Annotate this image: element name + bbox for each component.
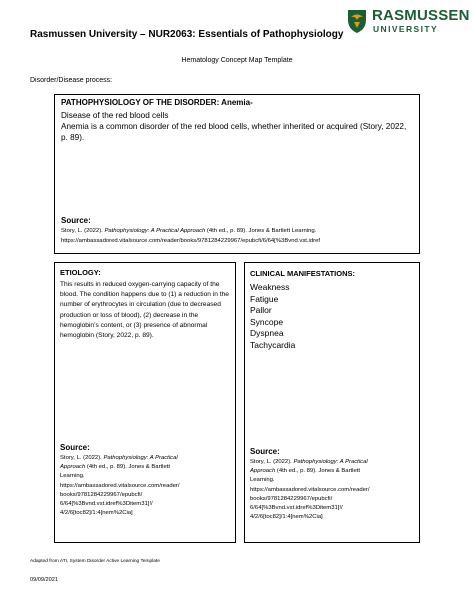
clinical-source-label: Source: [250, 447, 280, 456]
etiology-text: This results in reduced oxygen-carrying capacity of the blood. The condition happens due to (1) a reduction in the number of erythrocytes in circulation (due to decreased production or loss of blood), (2) decrease in the hemoglobin’s content, or (3) presence of abnormal hemoglobin (Story, 2022, p. 89). [60, 281, 229, 340]
pathophysiology-heading [61, 98, 253, 107]
manifestation-item: Weakness [250, 282, 290, 292]
etiology-heading: ETIOLOGY: [60, 268, 101, 277]
manifestation-item: Syncope [250, 316, 284, 327]
manifestation-list [250, 282, 295, 352]
citation-url[interactable]: 6/64[%3Bvnd.vst.idref%3Ditem31]!/ [250, 505, 343, 512]
pathophysiology-text [61, 110, 411, 144]
citation-title-cont: Approach [60, 464, 86, 471]
pathophysiology-line: Disease of the red blood cells [61, 111, 169, 120]
pathophysiology-source-url[interactable]: https://ambassadored.vitalsource.com/reader/books/9781284229967/epubcfi/6/64[%3Bvnd.vst.idref [61, 238, 321, 244]
citation-title-cont: Approach [250, 468, 276, 475]
citation-author: Story, L. (2022). [60, 455, 104, 461]
pathophysiology-box [54, 94, 420, 254]
citation-url[interactable]: books/9781284229967/epubcfi/ [250, 495, 333, 502]
university-logo [346, 6, 470, 38]
citation-author: Story, L. (2022). [61, 228, 105, 234]
pathophysiology-heading-label: PATHOPHYSIOLOGY OF THE DISORDER: [61, 98, 222, 107]
citation-url[interactable]: https://ambassadored.vitalsource.com/reader/ [250, 486, 370, 493]
citation-title: Pathophysiology: A Practical [293, 459, 368, 465]
logo-subtitle: UNIVERSITY [373, 24, 439, 34]
manifestation-item: Dyspnea [250, 328, 284, 339]
clinical-heading: CLINICAL MANIFESTATIONS: [250, 269, 355, 278]
clinical-source-citation [250, 458, 370, 522]
citation-title: Pathophysiology: A Practical [103, 455, 178, 461]
etiology-box [54, 262, 236, 543]
citation-details: (4th ed., p. 89). Jones & Bartlett [85, 464, 171, 471]
citation-publisher: Learning. [250, 477, 275, 484]
citation-author: Story, L. (2022). [250, 459, 294, 465]
pathophysiology-source-label: Source: [61, 216, 91, 225]
citation-details: (4th ed., p. 89). Jones & Bartlett [275, 468, 361, 475]
citation-url[interactable]: 6/64[%3Bvnd.vst.idref%3Ditem31]!/ [60, 501, 153, 508]
etiology-source-citation [60, 454, 180, 518]
logo-wordmark: RASMUSSEN [372, 7, 470, 24]
manifestation-item: Pallor [250, 305, 272, 316]
manifestation-item: Tachycardia [250, 339, 296, 350]
citation-publisher: Learning. [60, 473, 85, 480]
template-title: Hematology Concept Map Template [181, 57, 293, 64]
clinical-manifestations-box [244, 262, 420, 543]
etiology-source-label: Source: [60, 443, 90, 452]
disorder-label: Disorder/Disease process: [30, 77, 113, 84]
pathophysiology-topic: Anemia- [221, 98, 253, 107]
citation-url[interactable]: 4/2/6[toc82]/1:4[nem%2Cia] [60, 510, 133, 517]
eagle-shield-icon [346, 8, 368, 34]
citation-url[interactable]: books/9781284229967/epubcfi/ [60, 491, 143, 498]
citation-url[interactable]: 4/2/6[toc82]/1:4[nem%2Cia] [250, 514, 323, 521]
manifestation-item: Fatigue [250, 293, 279, 304]
pathophysiology-line: Anemia is a common disorder of the red blood cells, whether inherited or acquired (Story, 2022, p. 89). [61, 122, 407, 143]
citation-title: Pathophysiology: A Practical Approach [104, 228, 206, 234]
course-title: Rasmussen University – NUR2063: Essentials of Pathophysiology [30, 29, 344, 40]
citation-details: (4th ed., p. 89). Jones & Bartlett Learning. [205, 228, 317, 234]
adapted-note: Adapted from ATI, System Disorder Active Learning Template [30, 559, 160, 564]
pathophysiology-source-citation [61, 227, 316, 236]
citation-url[interactable]: https://ambassadored.vitalsource.com/reader/ [60, 482, 180, 489]
document-date: 09/09/2021 [30, 577, 58, 583]
